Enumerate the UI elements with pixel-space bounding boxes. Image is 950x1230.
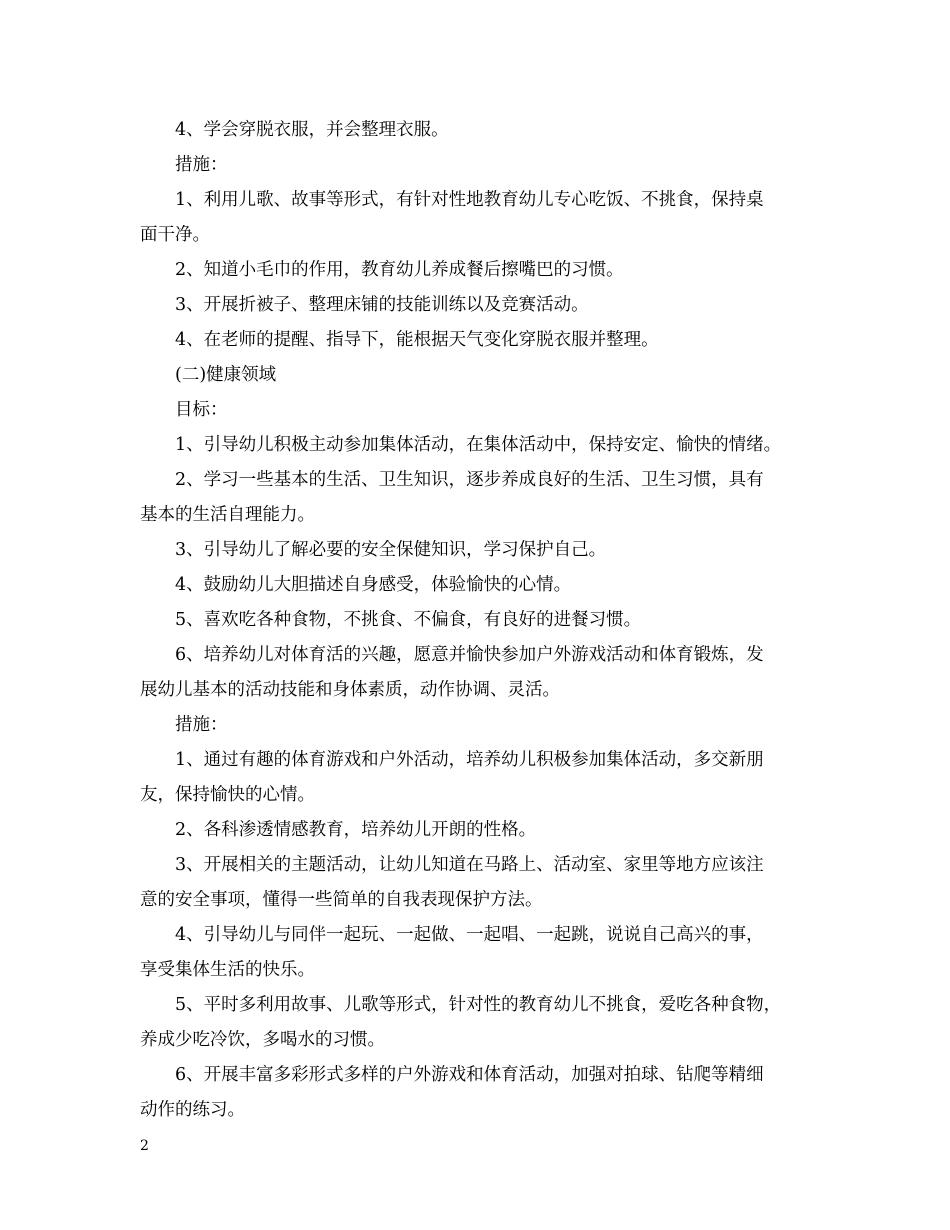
paragraph-line: 措施： bbox=[175, 155, 228, 175]
paragraph-line: 享受集体生活的快乐。 bbox=[140, 960, 315, 980]
paragraph-line: 4、学会穿脱衣服，并会整理衣服。 bbox=[175, 120, 449, 140]
paragraph-line: 友，保持愉快的心情。 bbox=[140, 785, 315, 805]
paragraph-line: 3、引导幼儿了解必要的安全保健知识，学习保护自己。 bbox=[175, 540, 607, 560]
paragraph-line: 2、知道小毛巾的作用，教育幼儿养成餐后擦嘴巴的习惯。 bbox=[175, 260, 624, 280]
paragraph-line: 6、培养幼儿对体育活的兴趣，愿意并愉快参加户外游戏活动和体育锻炼，发 bbox=[175, 645, 764, 665]
paragraph-line: 1、引导幼儿积极主动参加集体活动，在集体活动中，保持安定、愉快的情绪。 bbox=[175, 435, 782, 455]
page-number: 2 bbox=[140, 1138, 149, 1154]
paragraph-line: 措施： bbox=[175, 715, 228, 735]
paragraph-line: 动作的练习。 bbox=[140, 1100, 245, 1120]
paragraph-line: 5、喜欢吃各种食物，不挑食、不偏食，有良好的进餐习惯。 bbox=[175, 610, 642, 630]
paragraph-line: 面干净。 bbox=[140, 225, 210, 245]
paragraph-line: 展幼儿基本的活动技能和身体素质，动作协调、灵活。 bbox=[140, 680, 560, 700]
paragraph-line: 1、通过有趣的体育游戏和户外活动，培养幼儿积极参加集体活动，多交新朋 bbox=[175, 750, 764, 770]
paragraph-line: 3、开展折被子、整理床铺的技能训练以及竞赛活动。 bbox=[175, 295, 589, 315]
paragraph-line: 4、引导幼儿与同伴一起玩、一起做、一起唱、一起跳，说说自己高兴的事， bbox=[175, 925, 764, 945]
paragraph-line: 养成少吃冷饮，多喝水的习惯。 bbox=[140, 1030, 385, 1050]
paragraph-line: 2、学习一些基本的生活、卫生知识，逐步养成良好的生活、卫生习惯，具有 bbox=[175, 470, 764, 490]
paragraph-line: 目标： bbox=[175, 400, 228, 420]
paragraph-line: 3、开展相关的主题活动，让幼儿知道在马路上、活动室、家里等地方应该注 bbox=[175, 855, 764, 875]
paragraph-line: 4、鼓励幼儿大胆描述自身感受，体验愉快的心情。 bbox=[175, 575, 572, 595]
paragraph-line: 6、开展丰富多彩形式多样的户外游戏和体育活动，加强对拍球、钻爬等精细 bbox=[175, 1065, 764, 1085]
paragraph-line: 基本的生活自理能力。 bbox=[140, 505, 315, 525]
paragraph-line: 1、利用儿歌、故事等形式，有针对性地教育幼儿专心吃饭、不挑食，保持桌 bbox=[175, 190, 764, 210]
paragraph-line: 5、平时多利用故事、儿歌等形式，针对性的教育幼儿不挑食，爱吃各种食物， bbox=[175, 995, 782, 1015]
paragraph-line: 意的安全事项，懂得一些简单的自我表现保护方法。 bbox=[140, 890, 543, 910]
section-heading: (二)健康领域 bbox=[175, 365, 277, 385]
document-body bbox=[140, 113, 820, 1128]
paragraph-line: 4、在老师的提醒、指导下，能根据天气变化穿脱衣服并整理。 bbox=[175, 330, 659, 350]
paragraph-line: 2、各科渗透情感教育，培养幼儿开朗的性格。 bbox=[175, 820, 537, 840]
